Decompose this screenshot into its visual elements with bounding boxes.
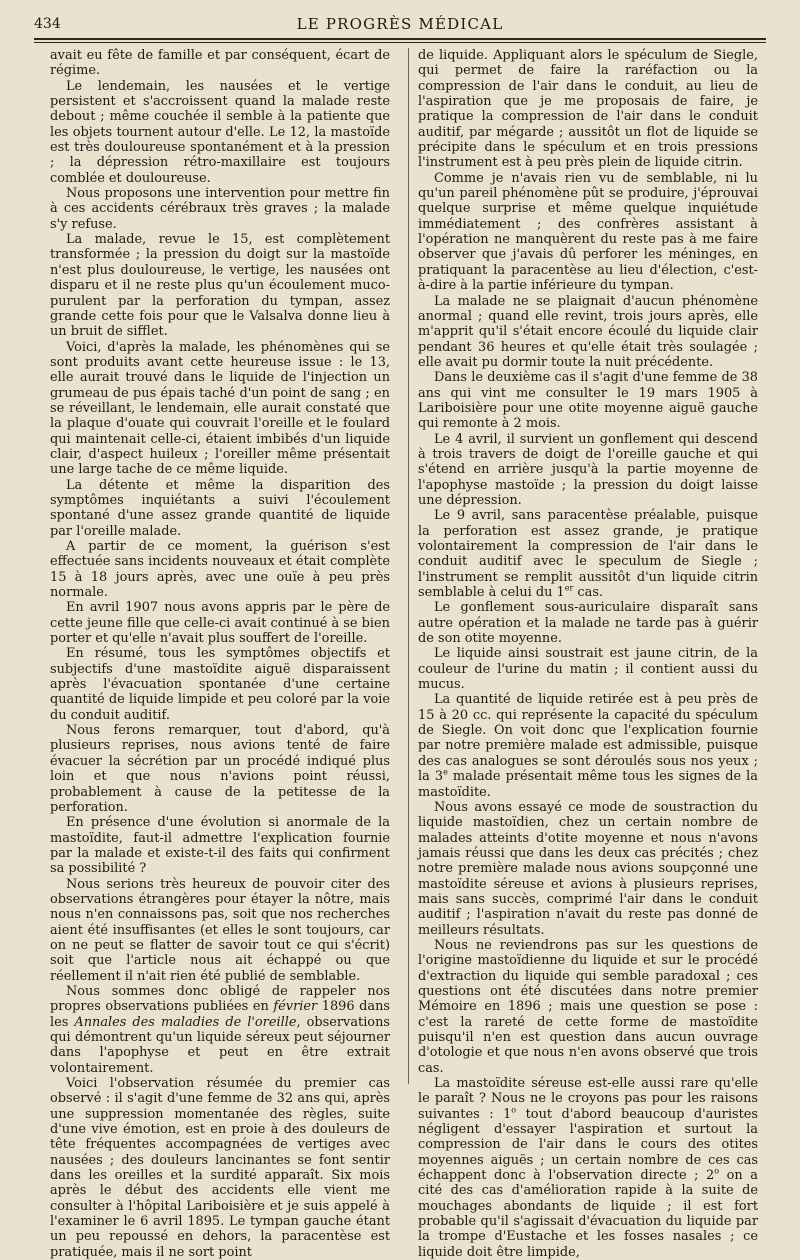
paragraph: La malade ne se plaignait d'aucun phénomène anormal ; quand elle revint, trois jours après, elle m'apprit qu'il s'était encore écoulé du liquide clair pendant 36 heures et qu'elle était très soulagée ; elle avait pu dormir toute la nuit précédente. — [418, 293, 758, 370]
italic-text: février — [273, 999, 318, 1015]
superscript: e — [443, 767, 448, 777]
paragraph: Nous avons essayé ce mode de soustraction du liquide mastoïdien, chez un certain nombre de malades atteints d'otite moyenne et nous n'avons jamais réussi que dans les deux cas précités ; chez notre première malade nous avions soupçonné une mastoïdite séreuse et avions à plusieurs reprises, mais sans succès, comprimé l'air dans le conduit auditif ; l'aspiration n'avait du reste pas donné de meilleurs résultats. — [418, 799, 758, 938]
superscript: o — [511, 1105, 517, 1115]
paragraph: Le lendemain, les nausées et le vertige persistent et s'accroissent quand la malade reste debout ; même couchée il semble à la patiente que les objets tournent autour d'elle. Le 12, la mastoïde est très douloureuse spontanément et à la pression ; la dépression rétro-maxillaire est toujours comblée et douloureuse. — [50, 78, 390, 186]
page-number: 434 — [34, 16, 61, 32]
paragraph: Nous ne reviendrons pas sur les questions de l'origine mastoïdienne du liquide et sur le procédé d'extraction du liquide qui semble paradoxal ; ces questions ont été discutées dans notre premier Mémoire en 1896 ; mais une question se pose : c'est la rareté de cette forme de mastoïdite puisqu'il n'en est question dans aucun ouvrage d'otologie et que nous n'en avons observé que trois cas. — [418, 937, 758, 1076]
paragraph — [418, 692, 758, 799]
right-column — [418, 48, 758, 1260]
paragraph: avait eu fête de famille et par conséquent, écart de régime. — [50, 48, 390, 79]
journal-title: LE PROGRÈS MÉDICAL — [296, 15, 504, 33]
paragraph: En présence d'une évolution si anormale de la mastoïdite, faut-il admettre l'explication fournie par la malade et existe-t-il des faits qui confirment sa possibilité ? — [50, 815, 390, 877]
paragraph — [50, 984, 390, 1076]
paragraph: Comme je n'avais rien vu de semblable, ni lu qu'un pareil phénomène pût se produire, j'éprouvai quelque surprise et même quelque inquiétude immédiatement ; des confrères assistant à l'opération ne manquèrent du reste pas à me faire observer que j'avais dû perforer les méninges, en pratiquant la paracentèse au lieu d'élection, c'est-à-dire à la partie inférieure du tympan. — [418, 170, 758, 294]
paragraph: Le 4 avril, il survient un gonflement qui descend à trois travers de doigt de l'oreille gauche et qui s'étend en arrière jusqu'à la partie moyenne de l'apophyse mastoïde ; la pression du doigt laisse une dépression. — [418, 431, 758, 508]
paragraph — [418, 1076, 758, 1260]
superscript: o — [714, 1166, 720, 1176]
text-run: cas. — [573, 585, 604, 601]
header-rule-thin — [34, 42, 766, 43]
paragraph: Voici, d'après la malade, les phénomènes qui se sont produits avant cette heureuse issue : le 13, elle aurait trouvé dans le liquide de l'injection un grumeau de pus épais taché d'un point de sang ; en se réveillant, le lendemain, elle aurait constaté que la plaque d'ouate qui couvrait l'oreille et le foulard qui maintenait celle-ci, étaient imbibés d'un liquide clair, d'aspect huileux ; l'oreiller même présentait une large tache de ce même liquide. — [50, 339, 390, 478]
paragraph: La détente et même la disparition des symptômes inquiétants a suivi l'écoulement spontané d'une assez grande quantité de liquide par l'oreille malade. — [50, 477, 390, 539]
paragraph: Le liquide ainsi soustrait est jaune citrin, de la couleur de l'urine du matin ; il contient aussi du mucus. — [418, 646, 758, 693]
text-run: La quantité de liquide retirée est à peu près de 15 à 20 cc. qui représente la capacité du spéculum de Siegle. On voit donc que l'explication fournie par notre première malade est admissible, puisque des cas analogues se sont déroulés sous nos yeux ; la 3 — [418, 692, 758, 785]
text-run: on a cité des cas d'amélioration rapide à la suite de mouchages abondants de liquide ; il est fort probable qu'il s'agissait d'évacuation du liquide par la trompe d'Eustache et les fosses nasales ; ce liquide doit être limpide, — [418, 1168, 758, 1260]
paragraph: Nous serions très heureux de pouvoir citer des observations étrangères pour étayer la nôtre, mais nous n'en connaissons pas, soit que nos recherches aient été insuffisantes (et elles le sont toujours, car on ne peut se flatter de savoir tout ce qui s'écrit) soit que l'article nous ait échappé ou que réellement il n'ait rien été publié de semblable. — [50, 876, 390, 984]
header-rule — [34, 38, 766, 40]
superscript: er — [564, 583, 574, 593]
text-run: Nous sommes donc obligé de rappeler nos propres observations publiées en — [50, 983, 390, 1015]
paragraph: de liquide. Appliquant alors le spéculum de Siegle, qui permet de faire la raréfaction ou la compression de l'air dans le conduit, au lieu de l'aspiration que je me proposais de faire, je pratique la compression de l'air dans le conduit auditif, par mégarde ; aussitôt un flot de liquide se précipite dans le spéculum et en trois pressions l'instrument est à peu près plein de liquide citrin. — [418, 48, 758, 171]
journal-reference: Annales des maladies de l'oreille — [74, 1014, 297, 1030]
text-run: tout d'abord beaucoup d'auristes négligent d'essayer l'aspiration et surtout la compression de l'air dans le cours des otites moyennes aiguës ; un certain nombre de ces cas échappent donc à l'observation directe ; 2 — [418, 1106, 758, 1184]
text-run: 1896 dans les — [50, 999, 391, 1030]
paragraph: Nous proposons une intervention pour mettre fin à ces accidents cérébraux très graves ; la malade s'y refuse. — [50, 186, 390, 232]
paragraph — [418, 508, 758, 600]
text-run: La mastoïdite séreuse est-elle aussi rare qu'elle le paraît ? Nous ne le croyons pas pour les raisons suivantes : 1 — [418, 1076, 758, 1122]
text-run: malade présentait même tous les signes de la mastoïdite. — [418, 769, 758, 800]
page-header — [34, 12, 766, 38]
text-run: Le 9 avril, sans paracentèse préalable, puisque la perforation est assez grande, je pratique volontairement la compression de l'air dans le conduit auditif avec le speculum de Siegle ; l'instrument se remplit aussitôt d'un liquide citrin semblable à celui du 1 — [418, 508, 758, 601]
left-column — [50, 48, 391, 1260]
paragraph: A partir de ce moment, la guérison s'est effectuée sans incidents nouveaux et était complète 15 à 18 jours après, avec une ouïe à peu près normale. — [50, 539, 390, 601]
paragraph: En résumé, tous les symptômes objectifs et subjectifs d'une mastoïdite aiguë disparaissent après l'évacuation spontanée d'une certaine quantité de liquide limpide et peu coloré par la voie du conduit auditif. — [50, 646, 390, 723]
text-run: , observations qui démontrent qu'un liquide séreux peut séjourner dans l'apophyse et peut en être extrait volontairement. — [50, 1014, 390, 1076]
paragraph: Nous ferons remarquer, tout d'abord, qu'à plusieurs reprises, nous avions tenté de faire évacuer la sécrétion par un procédé indiqué plus loin et que nous n'avions point réussi, probablement à cause de la petitesse de la perforation. — [50, 723, 390, 815]
column-divider — [408, 48, 409, 1084]
paragraph: Dans le deuxième cas il s'agit d'une femme de 38 ans qui vint me consulter le 19 mars 1905 à Lariboisière pour une otite moyenne aiguë gauche qui remonte à 2 mois. — [418, 370, 758, 432]
paragraph: La malade, revue le 15, est complètement transformée ; la pression du doigt sur la mastoïde n'est plus douloureuse, le vertige, les nausées ont disparu et il ne reste plus qu'un écoulement muco-purulent par la perforation du tympan, assez grande cette fois pour que le Valsalva donne lieu à un bruit de sifflet. — [50, 232, 390, 340]
paragraph: Le gonflement sous-auriculaire disparaît sans autre opération et la malade ne tarde pas à guérir de son otite moyenne. — [418, 600, 758, 647]
paragraph: En avril 1907 nous avons appris par le père de cette jeune fille que celle-ci avait continué à se bien porter et qu'elle n'avait plus souffert de l'oreille. — [50, 600, 390, 647]
paragraph: Voici l'observation résumée du premier cas observé : il s'agit d'une femme de 32 ans qui, après une suppression momentanée des règles, suite d'une vive émotion, est en proie à des douleurs de tête fréquentes accompagnées de vertiges avec nausées ; des douleurs lancinantes se font sentir dans les oreilles et la surdité apparaît. Six mois après le début des accidents elle vient me consulter à l'hôpital Lariboisière et je suis appelé à l'examiner le 6 avril 1895. Le tympan gauche étant un peu repoussé en dehors, la paracentèse est pratiquée, mais il ne sort point — [50, 1076, 390, 1260]
